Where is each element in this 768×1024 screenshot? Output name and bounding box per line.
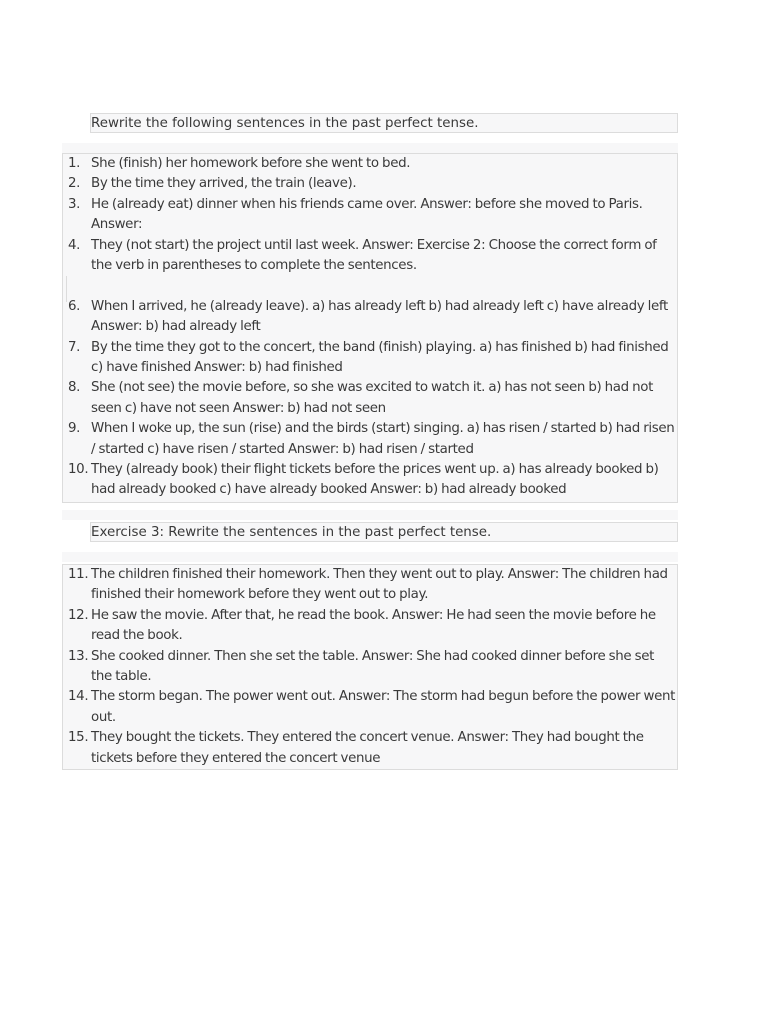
list-item: 4. They (not start) the project until last week. Answer: Exercise 2: Choose the correct form of the verb in parentheses to complete the sentences.: [68, 237, 657, 274]
exercise-list-1: [62, 153, 678, 503]
list-item: 15. They bought the tickets. They entered the concert venue. Answer: They had bought the tickets before they entered the concert venue: [68, 730, 644, 766]
list-item: 11. The children finished their homework. Then they went out to play. Answer: The children had finished their homework before they went out to play.: [68, 567, 668, 603]
list-item: 2. By the time they arrived, the train (leave).: [68, 176, 357, 192]
list-item: 8. She (not see) the movie before, so she was excited to watch it. a) has not seen b) had not seen c) have not seen Answer: b) had not seen: [68, 380, 653, 416]
exercise3-heading-text: Exercise 3: Rewrite the sentences in the past perfect tense.: [91, 525, 492, 540]
separator-strip: [62, 510, 678, 520]
separator-strip: [62, 143, 678, 153]
list-item: 7. By the time they got to the concert, the band (finish) playing. a) has finished b) had finished c) have finished Answer: b) had finished: [68, 339, 669, 376]
list-item: 1. She (finish) her homework before she went to bed.: [68, 156, 411, 171]
exercise-list-3: [62, 564, 678, 770]
exercise1-heading-text: Rewrite the following sentences in the past perfect tense.: [91, 116, 479, 131]
list-item: 9. When I woke up, the sun (rise) and the birds (start) singing. a) has risen / started b) had risen / started c) have risen / started Answer: b) had risen / started: [68, 421, 675, 457]
exercise3-heading: [90, 522, 678, 542]
exercise1-heading: [90, 113, 678, 133]
separator-strip: [62, 552, 678, 562]
list-item: 6. When I arrived, he (already leave). a) has already left b) had already left c) have already left Answer: b) had already left: [68, 298, 668, 335]
list-item: 14. The storm began. The power went out. Answer: The storm had begun before the power went out.: [68, 689, 676, 725]
list-item: 13. She cooked dinner. Then she set the table. Answer: She had cooked dinner before she set the table.: [68, 648, 655, 685]
gap-marker: [66, 276, 67, 302]
list-gap: [63, 276, 677, 296]
list-item: 10. They (already book) their flight tickets before the prices went up. a) has already booked b) had already booked c) have already booked Answer: b) had already booked: [68, 462, 659, 498]
list-item: 3. He (already eat) dinner when his friends came over. Answer: before she moved to Paris. Answer:: [68, 196, 643, 233]
list-item: 12. He saw the movie. After that, he read the book. Answer: He had seen the movie before he read the book.: [68, 607, 656, 644]
